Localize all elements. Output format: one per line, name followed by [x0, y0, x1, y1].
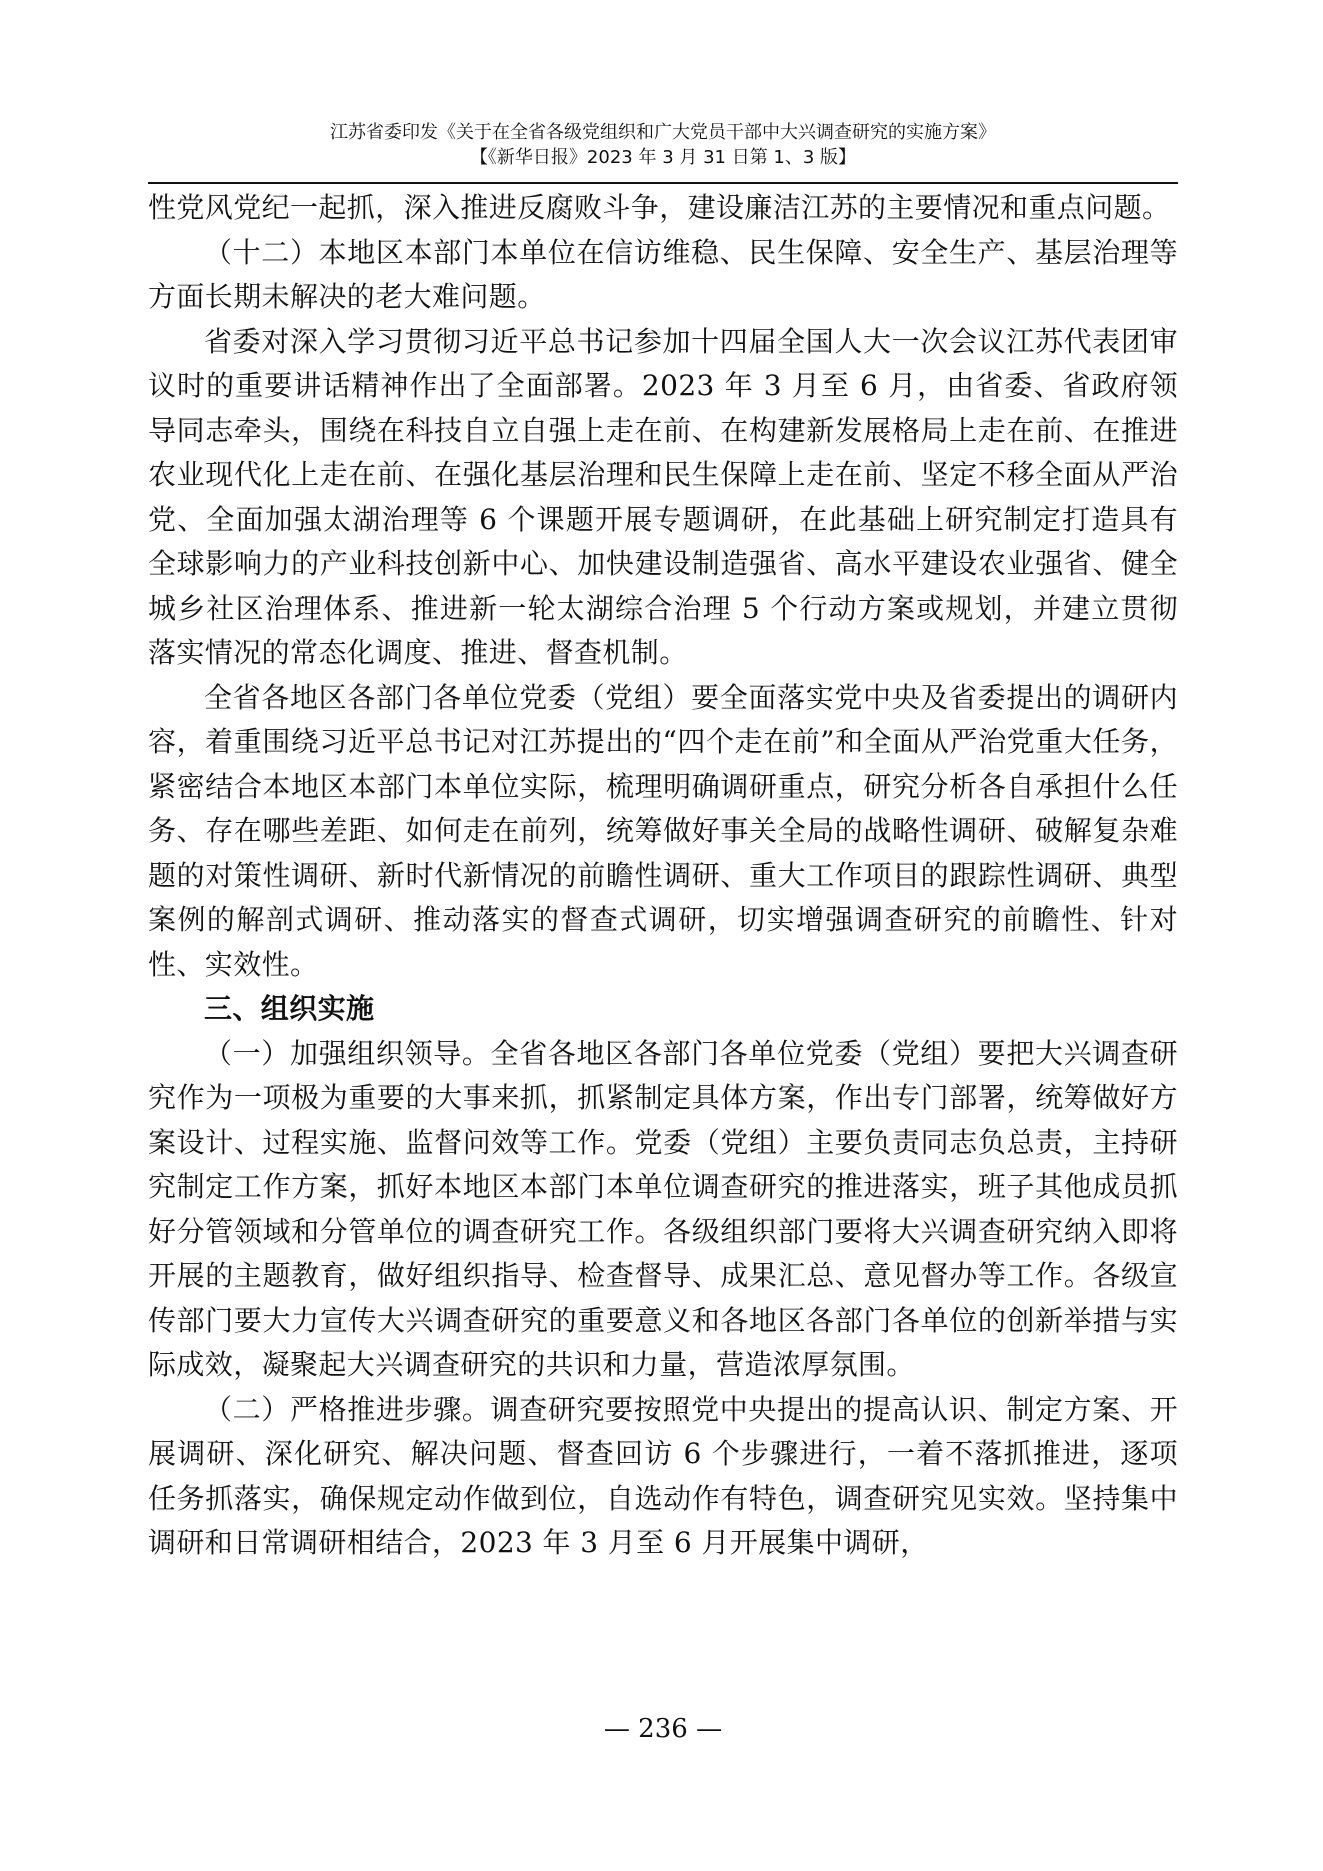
- header-title: 江苏省委印发《关于在全省各级党组织和广大党员干部中大兴调查研究的实施方案》: [330, 122, 996, 143]
- page-number: — 236 —: [603, 1714, 723, 1744]
- document-body: [148, 186, 1178, 1566]
- paragraph-leadership: （一）加强组织领导。全省各地区各部门各单位党委（党组）要把大兴调查研究作为一项极为重要的大事来抓，抓紧制定具体方案，作出专门部署，统筹做好方案设计、过程实施、监督问效等工作。党委（党组）主要负责同志负总责，主持研究制定工作方案，抓好本地区本部门本单位调查研究的推进落实，班子其他成员抓好分管领域和分管单位的调查研究工作。各级组织部门要将大兴调查研究纳入即将开展的主题教育，做好组织指导、检查督导、成果汇总、意见督办等工作。各级宣传部门要大力宣传大兴调查研究的重要意义和各地区各部门各单位的创新举措与实际成效，凝聚起大兴调查研究的共识和力量，营造浓厚氛围。: [148, 1036, 1178, 1381]
- header-divider: [148, 182, 1178, 184]
- paragraph-item-12: （十二）本地区本部门本单位在信访维稳、民生保障、安全生产、基层治理等方面长期未解决的老大难问题。: [148, 235, 1178, 313]
- paragraph-steps: （二）严格推进步骤。调查研究要按照党中央提出的提高认识、制定方案、开展调研、深化研究、解决问题、督查回访 6 个步骤进行，一着不落抓推进，逐项任务抓落实，确保规定动作做到位，自选动作有特色，调查研究见实效。坚持集中调研和日常调研相结合，2023 年 3 月至 6 月开展集中调研，: [148, 1392, 1178, 1559]
- header-source: 【《新华日报》2023 年 3 月 31 日第 1、3 版】: [469, 147, 857, 168]
- paragraph-continuation: 性党风党纪一起抓，深入推进反腐败斗争，建设廉洁江苏的主要情况和重点问题。: [148, 191, 1171, 224]
- paragraph-provincial-deployment: 省委对深入学习贯彻习近平总书记参加十四届全国人大一次会议江苏代表团审议时的重要讲话精神作出了全面部署。2023 年 3 月至 6 月，由省委、省政府领导同志牵头，围绕在科技自立自强上走在前、在构建新发展格局上走在前、在推进农业现代化上走在前、在强化基层治理和民生保障上走在前、坚定不移全面从严治党、全面加强太湖治理等 6 个课题开展专题调研，在此基础上研究制定打造具有全球影响力的产业科技创新中心、加快建设制造强省、高水平建设农业强省、健全城乡社区治理体系、推进新一轮太湖综合治理 5 个行动方案或规划，并建立贯彻落实情况的常态化调度、推进、督查机制。: [148, 324, 1178, 669]
- document-header: [148, 120, 1178, 170]
- paragraph-research-content: 全省各地区各部门各单位党委（党组）要全面落实党中央及省委提出的调研内容，着重围绕习近平总书记对江苏提出的“四个走在前”和全面从严治党重大任务，紧密结合本地区本部门本单位实际，梳理明确调研重点，研究分析各自承担什么任务、存在哪些差距、如何走在前列，统筹做好事关全局的战略性调研、破解复杂难题的对策性调研、新时代新情况的前瞻性调研、重大工作项目的跟踪性调研、典型案例的解剖式调研、推动落实的督查式调研，切实增强调查研究的前瞻性、针对性、实效性。: [148, 680, 1178, 981]
- section-heading-organization: 三、组织实施: [204, 992, 375, 1025]
